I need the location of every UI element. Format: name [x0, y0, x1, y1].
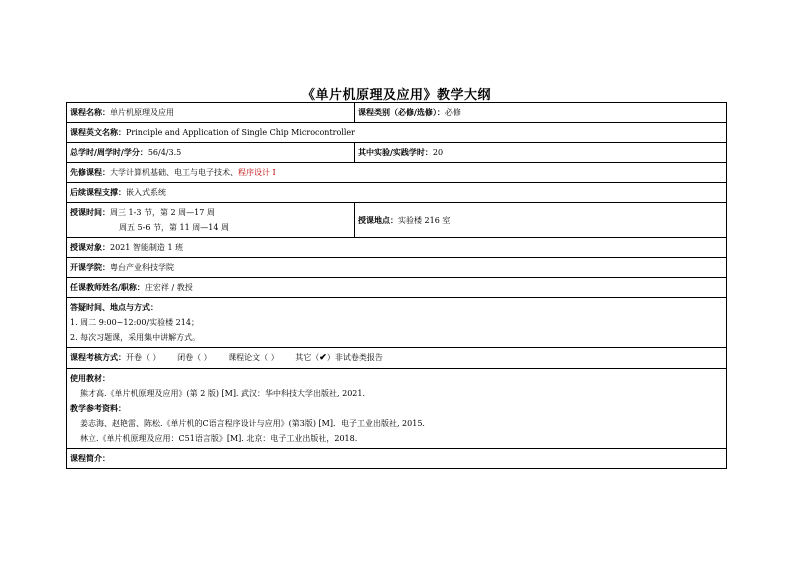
row-prereq: [67, 163, 727, 183]
course-name-label: 课程名称：: [70, 107, 110, 117]
hours-cell: [67, 143, 355, 162]
row-exam: [67, 348, 727, 369]
row-hours: [67, 143, 727, 163]
college-cell: [67, 258, 727, 277]
lab-hours-label: 其中实验/实践学时：: [358, 147, 433, 157]
intro-label: 课程简介：: [70, 453, 110, 463]
english-name-label: 课程英文名称：: [70, 127, 126, 137]
course-type-label: 课程类别（必修/选修）：: [358, 107, 445, 117]
location-value: 实验楼 216 室: [398, 215, 451, 225]
location-label: 授课地点：: [358, 214, 398, 225]
course-name-value: 单片机原理及应用: [110, 108, 174, 117]
prereq-label: 先修课程：: [70, 167, 110, 177]
prereq-value: 大学计算机基础、电工与电子技术、: [110, 168, 238, 177]
lab-hours-cell: [355, 143, 727, 162]
exam-paper: 课程论文（ ）: [228, 353, 279, 362]
teacher-cell: [67, 278, 727, 297]
qa-cell: [67, 298, 727, 347]
audience-label: 授课对象：: [70, 242, 110, 252]
college-label: 开课学院：: [70, 262, 110, 272]
row-intro: [67, 449, 727, 469]
row-followup: [67, 183, 727, 203]
exam-other-suffix: ）非试卷类报告: [326, 353, 383, 362]
exam-cell: [67, 348, 727, 368]
syllabus-table: [66, 102, 727, 469]
schedule-cell: [67, 203, 355, 237]
reference-item: 姜志海、赵艳雷、陈松.《单片机的C语言程序设计与应用》(第3版) [M]．电子工业出版社, 2015.: [80, 419, 425, 428]
audience-cell: [67, 238, 727, 257]
reference-item: 林立.《单片机原理及应用：C51语言版》[M]. 北京：电子工业出版社，2018.: [80, 434, 358, 443]
prereq-value-highlight: 程序设计 I: [238, 168, 276, 177]
row-english-name: [67, 123, 727, 143]
exam-other-prefix: 其它（: [295, 353, 320, 362]
teacher-label: 任课教师姓名/职称：: [70, 282, 145, 292]
row-qa: [67, 298, 727, 348]
exam-closed: 闭卷（ ）: [177, 353, 212, 362]
college-value: 粤台产业科技学院: [110, 263, 174, 272]
document-title: 《单片机原理及应用》教学大纲: [301, 88, 491, 103]
references-label: 教学参考资料：: [70, 403, 126, 413]
exam-open: 开卷（ ）: [126, 353, 161, 362]
row-college: [67, 258, 727, 278]
course-name-cell: [67, 103, 355, 122]
followup-value: 嵌入式系统: [126, 188, 166, 197]
qa-line1: 1. 周二 9:00~12:00/实验楼 214；: [70, 318, 199, 327]
course-type-cell: [355, 103, 727, 122]
audience-value: 2021 智能制造 1 班: [110, 243, 184, 252]
location-cell: [355, 203, 727, 237]
check-icon: ✔: [319, 353, 327, 363]
intro-cell: [67, 449, 727, 468]
row-schedule: [67, 203, 727, 238]
row-audience: [67, 238, 727, 258]
schedule-line2: 周五 5-6 节，第 11 周—14 周: [119, 223, 229, 232]
course-type-value: 必修: [444, 108, 461, 117]
hours-label: 总学时/周学时/学分：: [70, 147, 148, 157]
english-name-value: Principle and Application of Single Chip Microcontroller: [126, 128, 355, 137]
textbook-value: 熊才高.《单片机原理及应用》(第 2 版) [M]. 武汉：华中科技大学出版社, 2021.: [80, 389, 366, 398]
qa-label: 答疑时间、地点与方式：: [70, 302, 158, 312]
schedule-line1: 周三 1-3 节，第 2 周—17 周: [110, 208, 215, 217]
row-materials: [67, 369, 727, 449]
prereq-cell: [67, 163, 727, 182]
exam-label: 课程考核方式：: [70, 352, 126, 362]
lab-hours-value: 20: [432, 148, 444, 157]
english-name-cell: [67, 123, 727, 142]
hours-value: 56/4/3.5: [147, 148, 182, 157]
materials-cell: [67, 369, 727, 448]
followup-cell: [67, 183, 727, 202]
schedule-label: 授课时间：: [70, 207, 110, 217]
textbook-label: 使用教材：: [70, 373, 110, 383]
row-course-name: [67, 103, 727, 123]
followup-label: 后续课程支撑：: [70, 187, 126, 197]
qa-line2: 2. 每次习题课，采用集中讲解方式。: [70, 333, 201, 342]
row-teacher: [67, 278, 727, 298]
teacher-value: 庄宏祥 / 教授: [144, 283, 193, 292]
